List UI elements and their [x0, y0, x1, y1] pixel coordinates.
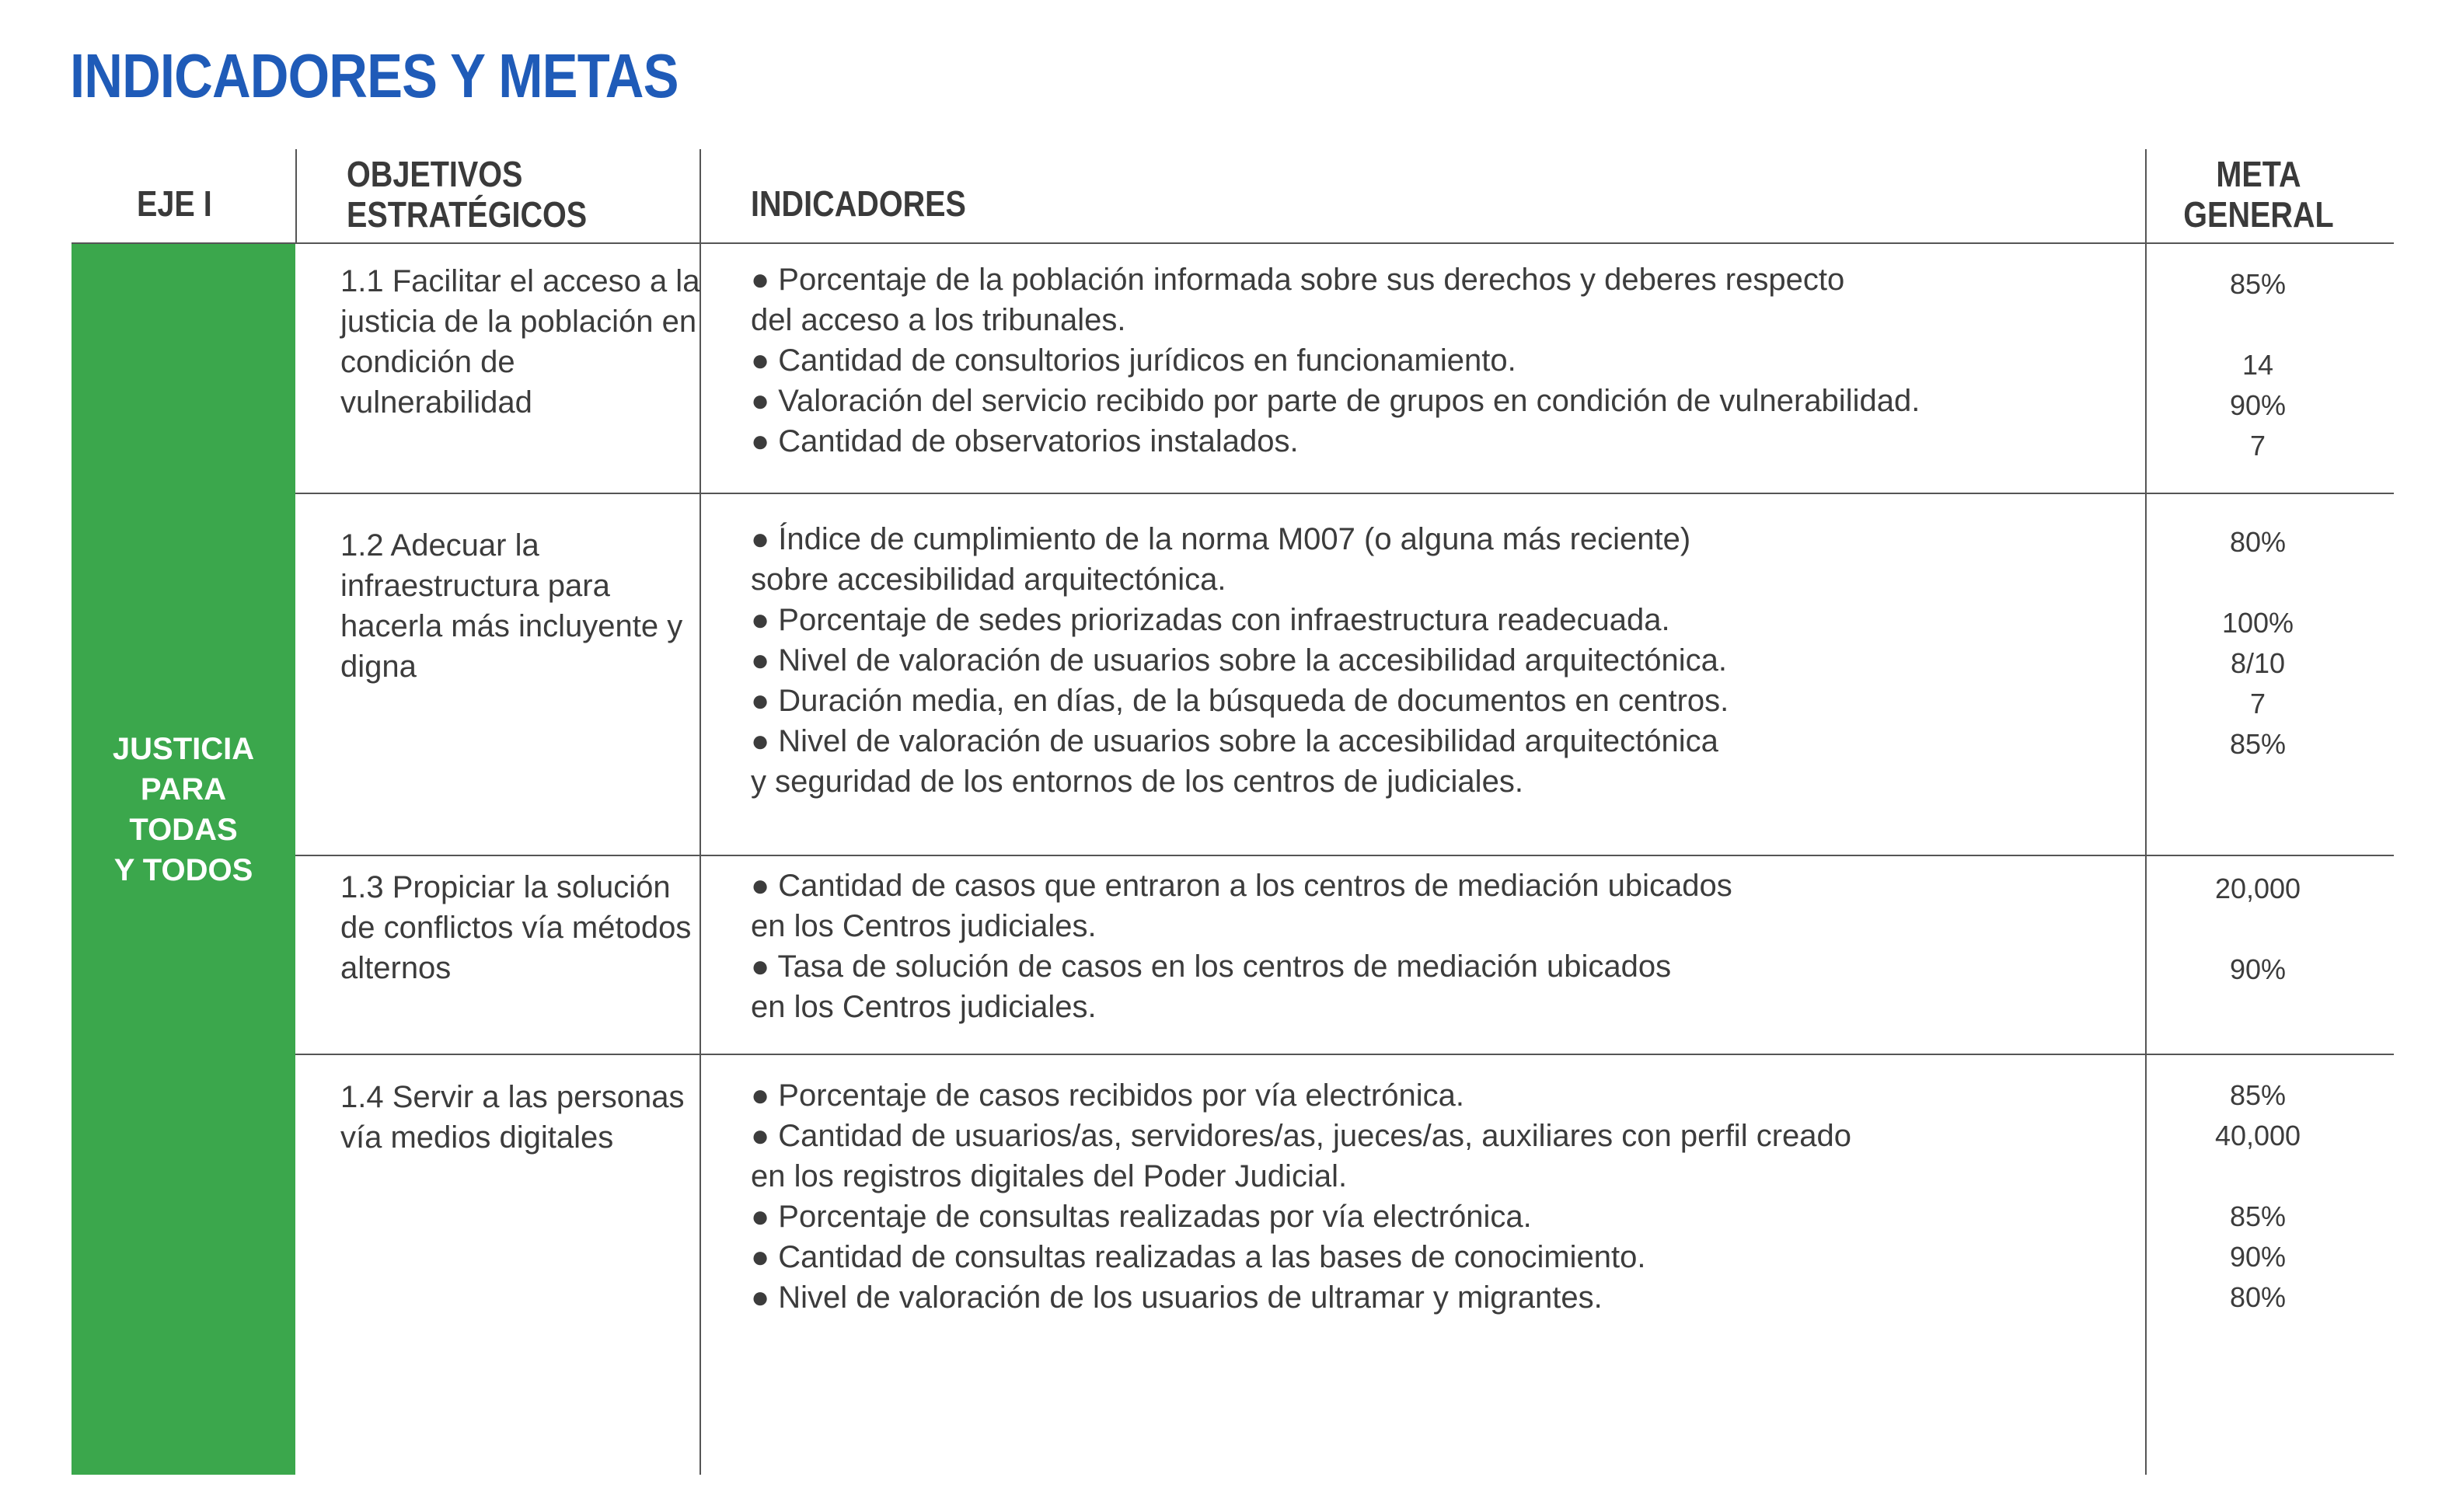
row-divider-3 [295, 1054, 2394, 1055]
meta-value: 100% [2221, 607, 2294, 639]
column-divider-eje [295, 149, 297, 244]
indicator-item: ● Cantidad de consultas realizadas a las bases de conocimiento. [751, 1240, 1646, 1274]
eje-label-line3: TODAS [129, 813, 238, 847]
indicators-1-4 [751, 1075, 2134, 1318]
meta-value: 85% [2229, 728, 2287, 760]
metas-1-4 [2130, 1075, 2386, 1318]
meta-value: 85% [2229, 1079, 2287, 1111]
indicator-item: ● Nivel de valoración de usuarios sobre la accesibilidad arquitectónica. [751, 643, 1727, 678]
indicator-item: ● Nivel de valoración de los usuarios de ultramar y migrantes. [751, 1280, 1603, 1315]
meta-value: 90% [2229, 1241, 2287, 1273]
row-divider-1 [295, 493, 2394, 494]
metas-1-3 [2130, 869, 2386, 1030]
meta-value: 8/10 [2230, 647, 2286, 679]
header-divider [72, 242, 2394, 244]
meta-value [2130, 765, 2386, 805]
indicators-1-1 [751, 260, 2134, 462]
indicator-item: ● Valoración del servicio recibido por parte de grupos en condición de vulnerabilidad. [751, 384, 1920, 418]
meta-value: 7 [2249, 430, 2266, 462]
indicator-item: sobre accesibilidad arquitectónica. [751, 563, 1226, 597]
meta-value: 90% [2229, 389, 2287, 421]
header-eje: EJE I [137, 183, 212, 224]
page-title: INDICADORES Y METAS [70, 41, 679, 110]
indicator-item: y seguridad de los entornos de los centros de judiciales. [751, 765, 1523, 799]
eje-label-line1: JUSTICIA [112, 732, 255, 766]
meta-value: 14 [2241, 349, 2274, 381]
indicators-1-3 [751, 866, 2134, 1027]
meta-value: 90% [2229, 953, 2287, 985]
eje-label-line4: Y TODOS [113, 853, 253, 887]
meta-value: 20,000 [2214, 873, 2301, 904]
indicator-item: ● Cantidad de casos que entraron a los centros de mediación ubicados [751, 869, 1732, 903]
indicator-item: ● Porcentaje de casos recibidos por vía electrónica. [751, 1078, 1464, 1113]
indicator-item: ● Cantidad de consultorios jurídicos en funcionamiento. [751, 343, 1516, 378]
meta-value [2130, 305, 2386, 345]
meta-value [2130, 909, 2386, 949]
meta-value [2130, 990, 2386, 1030]
metas-1-2 [2130, 522, 2386, 805]
indicator-item: ● Duración media, en días, de la búsqueda de documentos en centros. [751, 684, 1729, 718]
eje-label-line2: PARA [140, 772, 227, 807]
indicator-item: en los registros digitales del Poder Judicial. [751, 1159, 1348, 1193]
meta-value: 80% [2229, 1281, 2287, 1313]
meta-value: 85% [2229, 268, 2287, 300]
objective-1-3: 1.3 Propiciar la solución de conflictos vía métodos alternos [340, 870, 692, 985]
indicator-item: ● Porcentaje de consultas realizadas por vía electrónica. [751, 1200, 1532, 1234]
indicators-1-2 [751, 519, 2134, 802]
indicator-item: ● Cantidad de observatorios instalados. [751, 424, 1299, 458]
meta-value [2130, 563, 2386, 603]
meta-value [2130, 1156, 2386, 1197]
header-objetivos-line2: ESTRATÉGICOS [347, 194, 588, 235]
indicator-item: ● Índice de cumplimiento de la norma M007 (o alguna más reciente) [751, 522, 1691, 556]
metas-1-1 [2130, 264, 2386, 466]
header-meta-line1: META [2216, 154, 2301, 194]
indicator-item: del acceso a los tribunales. [751, 303, 1126, 337]
objective-1-2: 1.2 Adecuar la infraestructura para hacerla más incluyente y digna [340, 528, 683, 684]
objective-1-4: 1.4 Servir a las personas vía medios digitales [340, 1080, 685, 1155]
header-objetivos [347, 154, 587, 235]
header-meta-general [2145, 154, 2372, 235]
meta-value: 85% [2229, 1200, 2287, 1232]
indicator-item: ● Tasa de solución de casos en los centros de mediación ubicados [751, 949, 1672, 984]
meta-value: 7 [2249, 688, 2266, 719]
objective-1-1: 1.1 Facilitar el acceso a la justicia de la población en condición de vulnerabilidad [340, 264, 700, 420]
header-meta-line2: GENERAL [2183, 194, 2334, 235]
indicator-item: en los Centros judiciales. [751, 909, 1097, 943]
meta-value: 80% [2229, 526, 2287, 558]
meta-value: 40,000 [2214, 1120, 2301, 1151]
indicator-item: ● Nivel de valoración de usuarios sobre la accesibilidad arquitectónica [751, 724, 1718, 758]
indicator-item: ● Cantidad de usuarios/as, servidores/as, jueces/as, auxiliares con perfil creado [751, 1119, 1851, 1153]
eje-label [72, 729, 295, 890]
row-divider-2 [295, 855, 2394, 856]
indicator-item: ● Porcentaje de la población informada sobre sus derechos y deberes respecto [751, 263, 1845, 297]
indicator-item: en los Centros judiciales. [751, 990, 1097, 1024]
indicator-item: ● Porcentaje de sedes priorizadas con infraestructura readecuada. [751, 603, 1670, 637]
header-indicadores: INDICADORES [751, 183, 966, 224]
header-objetivos-line1: OBJETIVOS [347, 154, 523, 194]
